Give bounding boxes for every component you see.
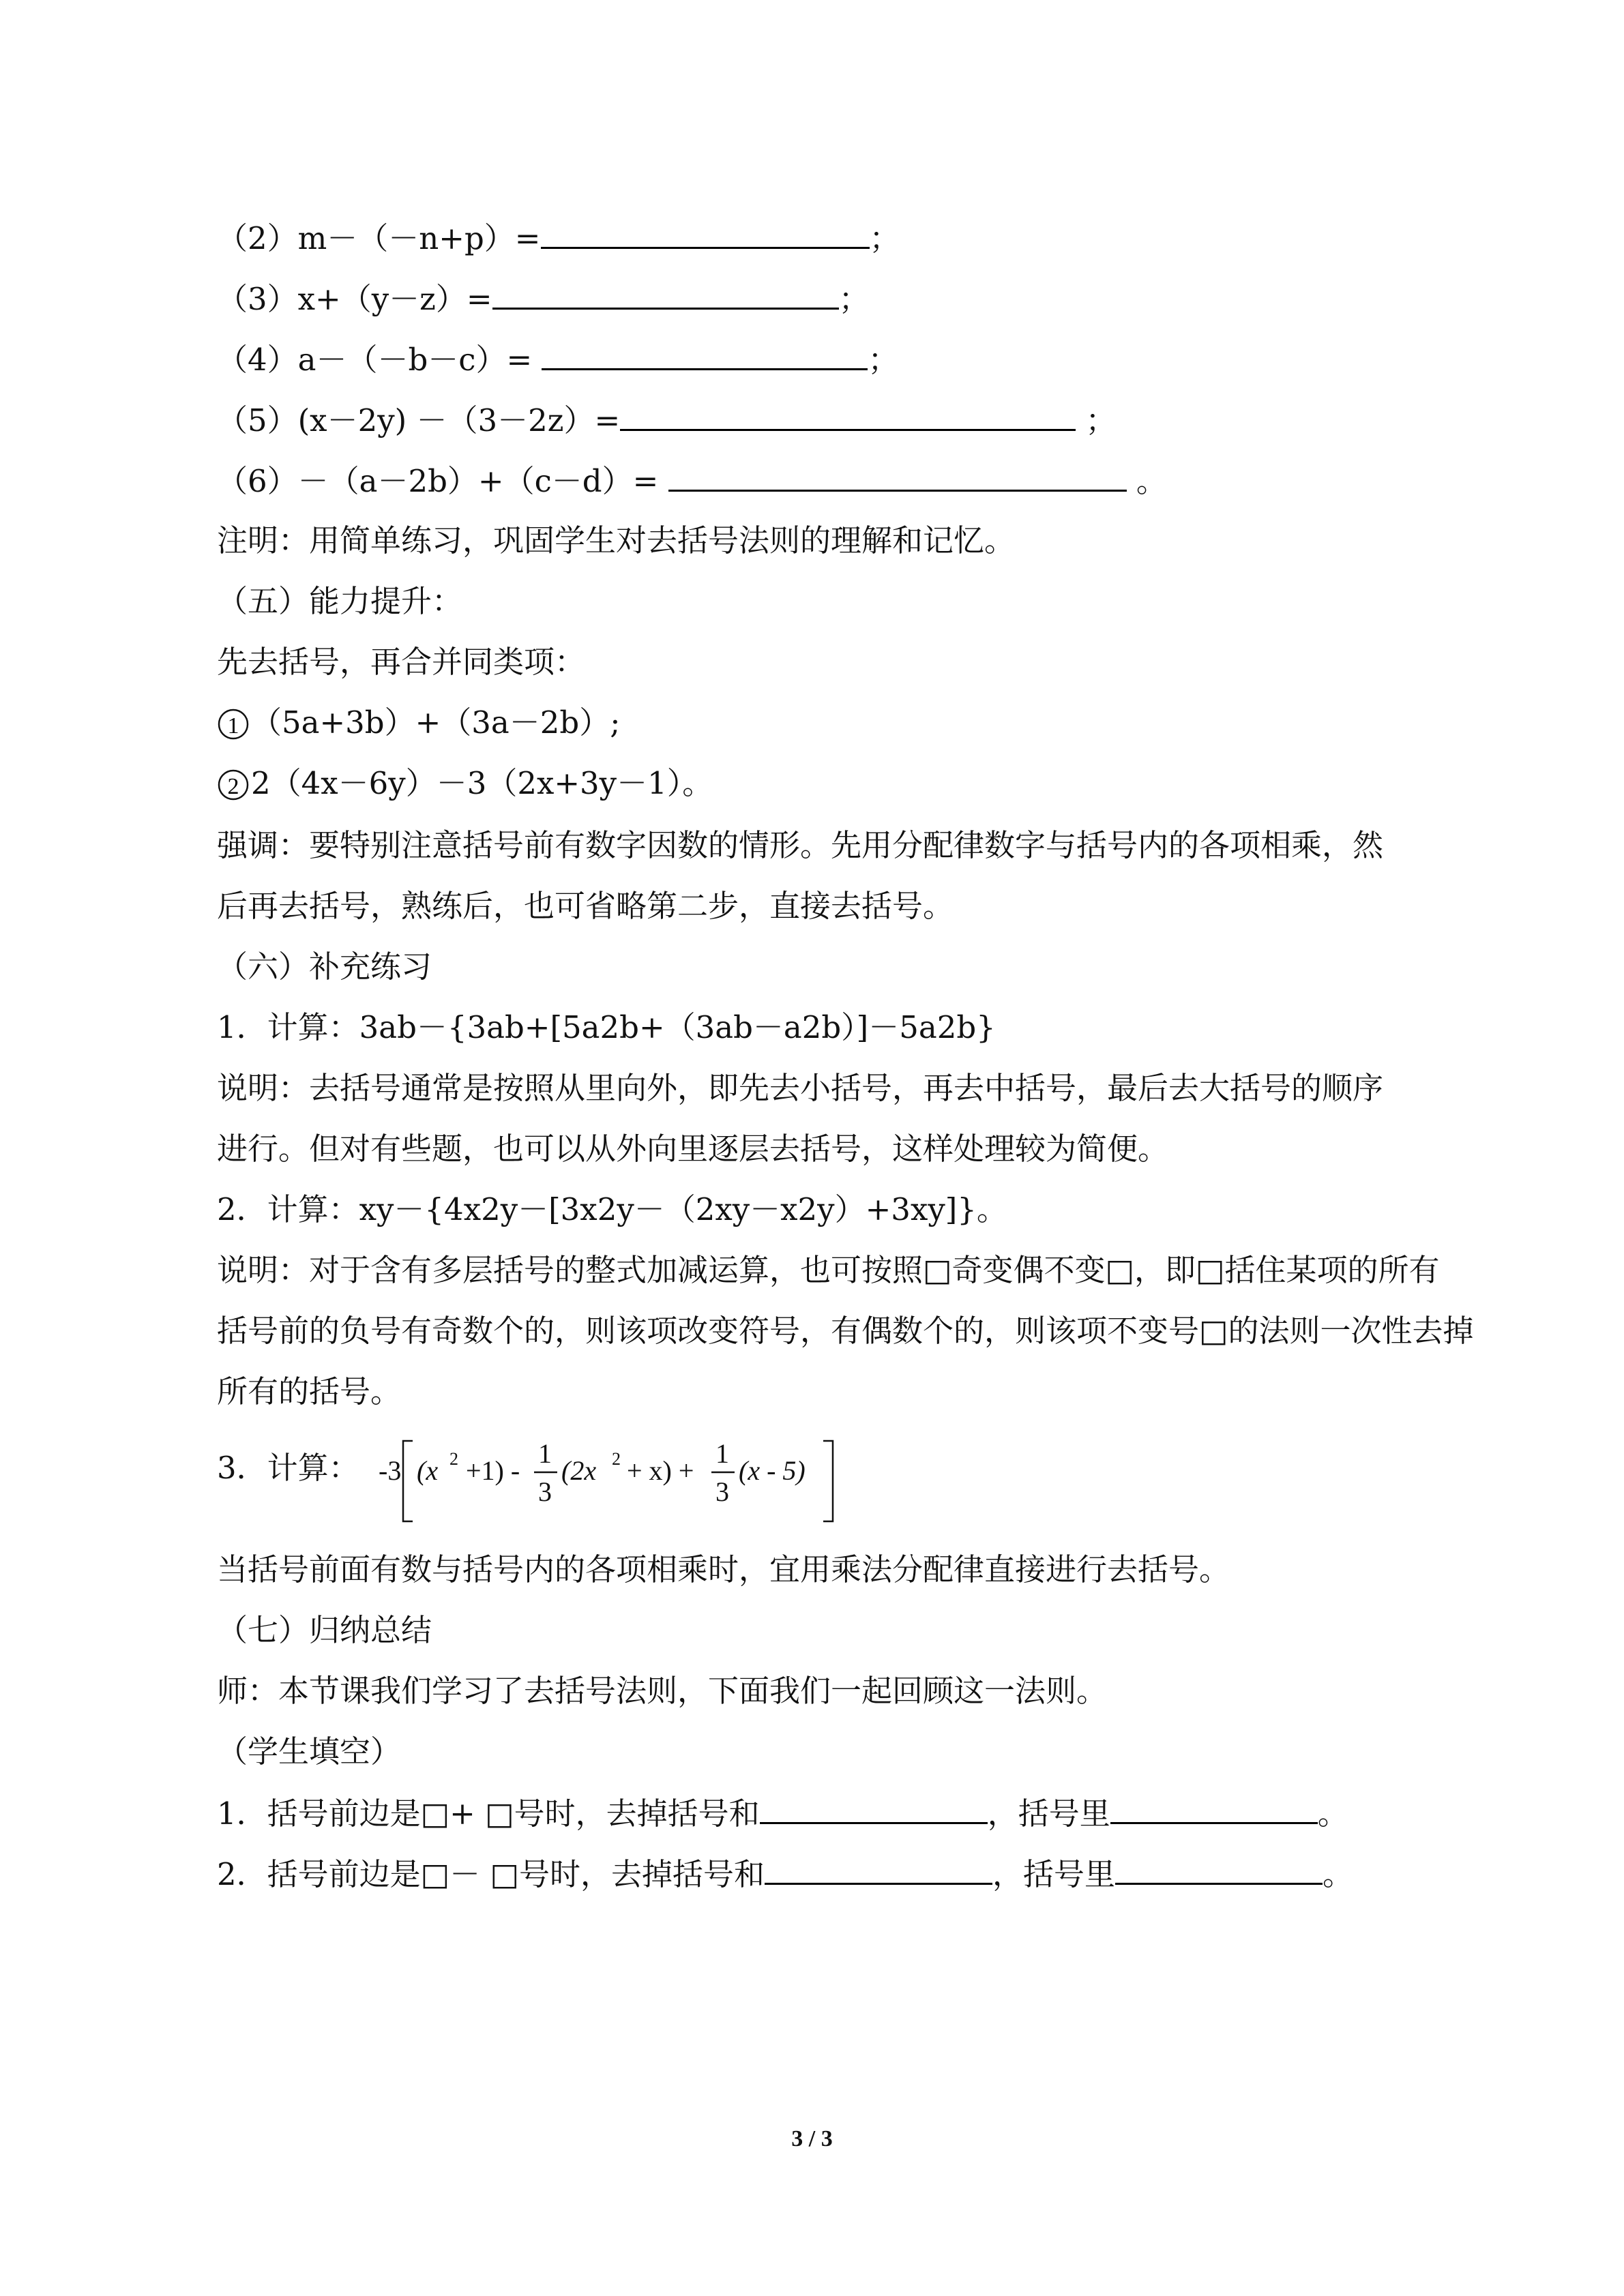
fill-1-text-a: 1．括号前边是□+ □号时，去掉括号和	[217, 1795, 760, 1832]
exercise-3-end: ；	[838, 281, 870, 317]
fill-rule-2	[217, 1853, 1353, 1895]
formula-frac-2-num: 1	[715, 1438, 729, 1469]
fill-1-blank-b[interactable]	[1110, 1792, 1318, 1824]
exercise-6	[217, 460, 1167, 502]
left-bracket	[403, 1441, 413, 1521]
right-bracket	[823, 1441, 833, 1521]
exercise-6-end: 。	[1126, 463, 1167, 499]
exercise-5-text: （5）(x－2y) －（3－2z）=	[217, 402, 621, 438]
calc-1: 1．计算：3ab－{3ab+[5a2b+（3ab－a2b）]－5a2b}	[217, 1009, 996, 1045]
emphasis-line-1: 强调：要特别注意括号前有数字因数的情形。先用分配律数字与括号内的各项相乘，然	[217, 827, 1384, 863]
exercise-3-blank[interactable]	[492, 278, 839, 310]
exercise-3-text: （3）x+（y－z）=	[217, 281, 492, 317]
explain-2-line-1: 说明：对于含有多层括号的整式加减运算，也可按照□奇变偶不变□，即□括住某项的所有	[217, 1252, 1440, 1288]
formula-calc-3	[379, 1435, 856, 1524]
problem-2-text: 2（4x－6y）－3（2x+3y－1）。	[251, 765, 713, 801]
exercise-5-blank[interactable]	[620, 399, 1076, 431]
circled-number-1	[217, 702, 251, 743]
fill-1-text-b: ，括号里	[987, 1795, 1110, 1832]
explain-1-line-2: 进行。但对有些题，也可以从外向里逐层去括号，这样处理较为简便。	[217, 1131, 1169, 1167]
fill-1-blank-a[interactable]	[760, 1792, 988, 1824]
student-fill-label: （学生填空）	[217, 1733, 402, 1770]
explain-1-line-1: 说明：去括号通常是按照从里向外，即先去小括号，再去中括号，最后去大括号的顺序	[217, 1070, 1384, 1106]
formula-term-1b: +1) -	[466, 1455, 520, 1486]
instruction: 先去括号，再合并同类项：	[217, 644, 586, 680]
exercise-5-end: ；	[1076, 402, 1117, 438]
formula-frac-1-num: 1	[538, 1438, 552, 1469]
exercise-2-blank[interactable]	[541, 217, 870, 249]
formula-term-3: (x - 5)	[739, 1455, 806, 1486]
fill-2-text-a: 2．括号前边是□－ □号时，去掉括号和	[217, 1856, 765, 1892]
calc-2: 2．计算：xy－{4x2y－[3x2y－（2xy－x2y）+3xy]}。	[217, 1191, 1007, 1227]
exercise-2	[217, 217, 900, 259]
exercise-4-text: （4）a－（－b－c）=	[217, 342, 542, 378]
note-1: 注明：用简单练习，巩固学生对去括号法则的理解和记忆。	[217, 522, 1016, 558]
fill-1-text-c: 。	[1317, 1795, 1348, 1832]
multiply-note: 当括号前面有数与括号内的各项相乘时，宜用乘法分配律直接进行去括号。	[217, 1551, 1230, 1587]
fill-2-blank-b[interactable]	[1115, 1853, 1323, 1885]
exercise-6-blank[interactable]	[668, 460, 1127, 492]
formula-exp-2: 2	[612, 1449, 621, 1469]
explain-2-line-2: 括号前的负号有奇数个的，则该项改变符号，有偶数个的，则该项不变号□的法则一次性去掉	[217, 1313, 1474, 1349]
formula-term-2b: + x) +	[627, 1455, 694, 1486]
fill-rule-1	[217, 1792, 1348, 1834]
problem-2	[217, 763, 713, 804]
section-5-heading: （五）能力提升：	[217, 583, 463, 619]
exercise-2-end: ；	[869, 220, 900, 256]
fill-2-blank-a[interactable]	[765, 1853, 992, 1885]
exercise-4-end: ；	[868, 342, 899, 378]
formula-frac-2-den: 3	[715, 1476, 729, 1507]
exercise-6-text: （6）－（a－2b）+（c－d）=	[217, 463, 668, 499]
exercise-2-text: （2）m－（－n+p）=	[217, 220, 541, 256]
circle-1-text: 1	[227, 713, 239, 739]
fill-2-text-b: ，括号里	[992, 1856, 1115, 1892]
explain-2-line-3: 所有的括号。	[217, 1373, 402, 1410]
section-7-heading: （七）归纳总结	[217, 1612, 432, 1648]
formula-term-2: (2x	[561, 1455, 597, 1486]
formula-exp-1: 2	[449, 1449, 458, 1469]
exercise-3	[217, 278, 870, 320]
problem-1-text: （5a+3b）+（3a－2b）;	[251, 704, 621, 741]
emphasis-line-2: 后再去括号，熟练后，也可省略第二步，直接去括号。	[217, 888, 954, 924]
circle-2-text: 2	[227, 774, 239, 799]
exercise-4	[217, 338, 899, 381]
formula-lead: -3	[379, 1455, 402, 1486]
circled-number-2	[217, 763, 251, 804]
exercise-4-blank[interactable]	[542, 338, 868, 370]
formula-frac-1-den: 3	[538, 1476, 552, 1507]
page-number: 3 / 3	[791, 2126, 833, 2151]
teacher-statement: 师：本节课我们学习了去括号法则，下面我们一起回顾这一法则。	[217, 1673, 1108, 1709]
fill-2-text-c: 。	[1323, 1856, 1354, 1892]
formula-term-1: (x	[417, 1455, 439, 1486]
exercise-5	[217, 399, 1116, 441]
problem-1	[217, 702, 620, 743]
section-6-heading: （六）补充练习	[217, 949, 432, 985]
calc-3-label: 3．计算：	[217, 1450, 359, 1486]
